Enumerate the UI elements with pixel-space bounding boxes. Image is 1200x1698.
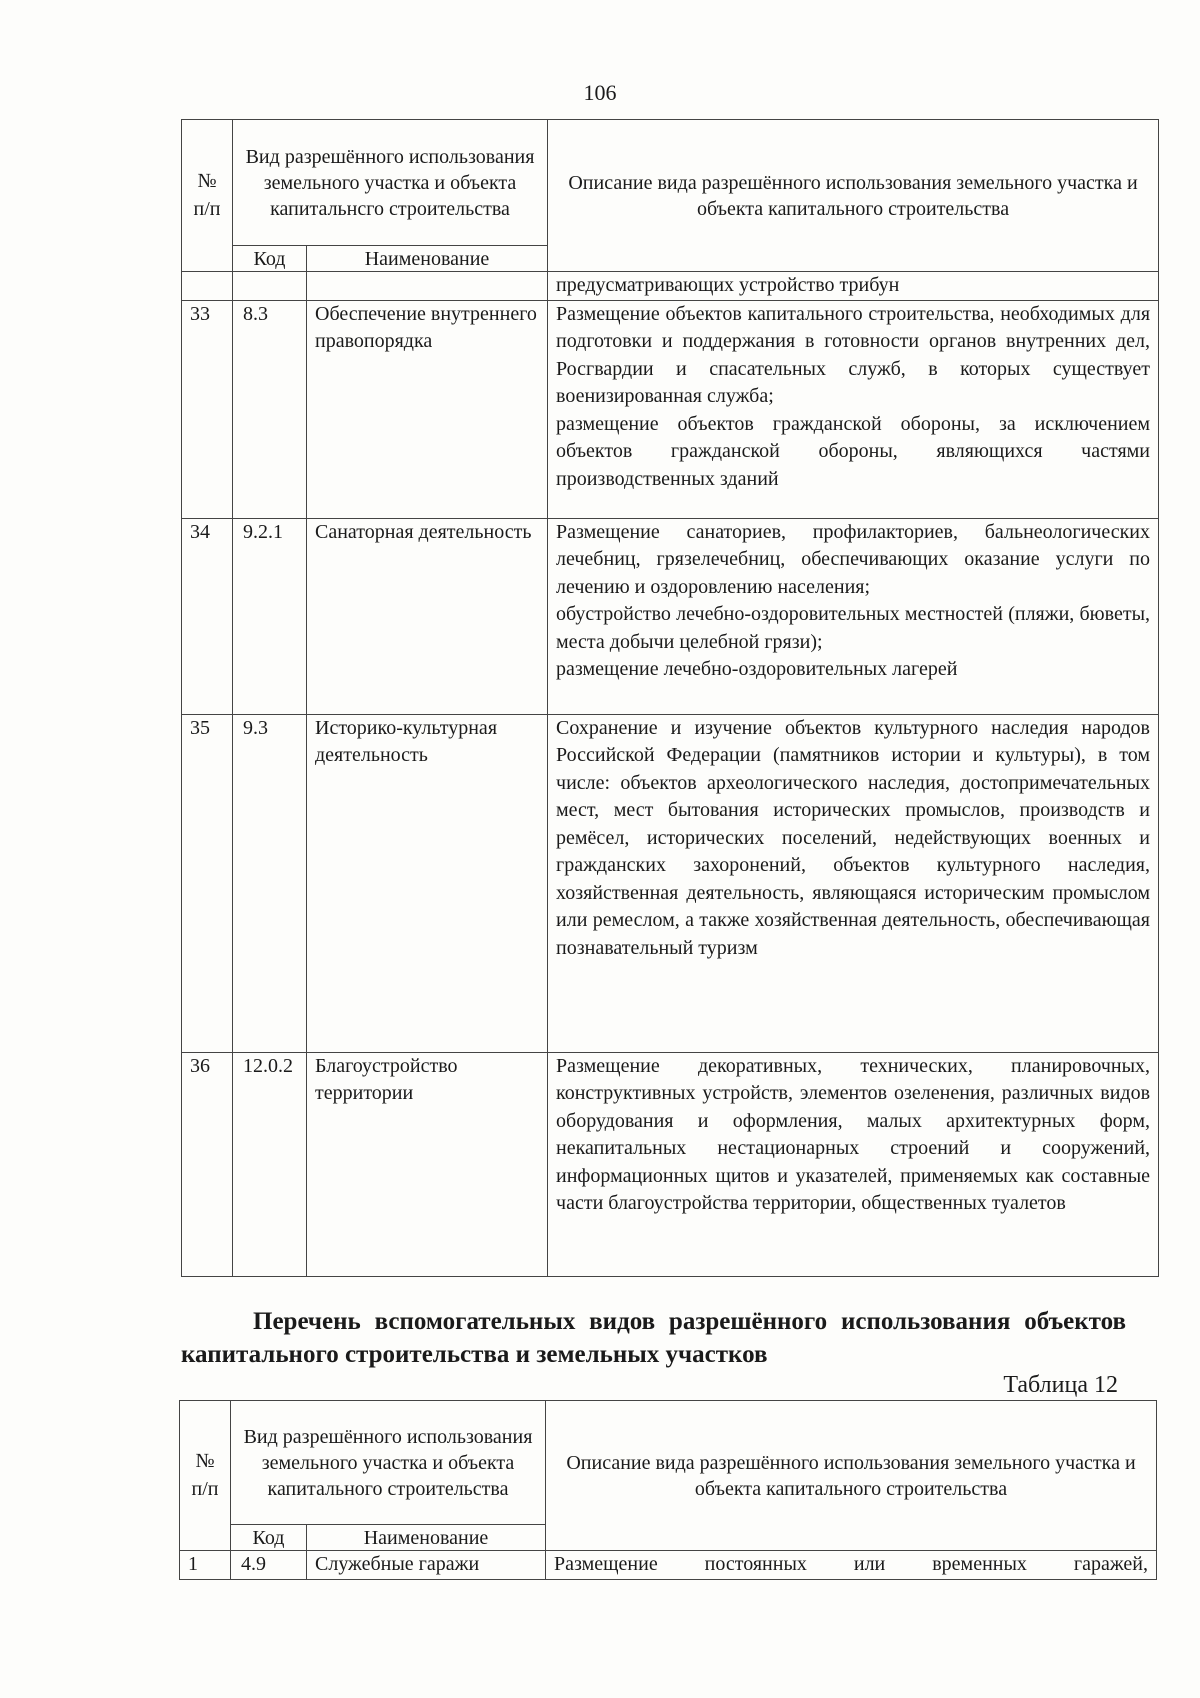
cell-description-continuation: предусматривающих устройство трибун xyxy=(548,272,1159,301)
cell-description xyxy=(548,300,1159,518)
column-header-land-use-type: Вид разрешённого использования земельного участка и объекта капитальнсго строительства xyxy=(233,120,548,246)
cell-description xyxy=(546,1551,1157,1580)
description-paragraph: Сохранение и изучение объектов культурного наследия народов Российской Федерации (памятников истории и культуры), в том числе: объектов археологического наследия, достопримечательных мест, мест бытования исторических промыслов, производств и ремёсел, исторических поселений, недействующих военных и гражданских захоронений, объектов культурного наследия, хозяйственная деятельность, являющаяся историческим промыслом или ремеслом, а также хозяйственная деятельность, обеспечивающая познавательный туризм xyxy=(556,716,1151,959)
cell-number: 34 xyxy=(182,518,233,714)
column-header-description: Описание вида разрешённого использования земельного участка и объекта капитального строительства xyxy=(548,120,1159,272)
table-header-row xyxy=(180,1401,1157,1525)
cell-code: 8.3 xyxy=(233,300,307,518)
table-row xyxy=(182,1052,1159,1276)
column-header-name: Наименование xyxy=(307,246,548,272)
description-paragraph: Размещение декоративных, технических, планировочных, конструктивных устройств, элементов озеленения, различных видов оборудования и оформления, малых архитектурных форм, некапитальных нестационарных строений и сооружений, информационных щитов и указателей, применяемых как составные части благоустройства территории, общественных туалетов xyxy=(556,1054,1151,1214)
cell-code: 9.2.1 xyxy=(233,518,307,714)
cell-number: 35 xyxy=(182,714,233,1052)
cell-name: Историко-культурная деятельность xyxy=(307,714,548,1052)
table-row xyxy=(180,1551,1157,1580)
table-row xyxy=(182,300,1159,518)
cell-number: 1 xyxy=(180,1551,231,1580)
column-header-number: № п/п xyxy=(182,120,233,272)
auxiliary-land-use-table xyxy=(179,1400,1157,1580)
column-header-number: № п/п xyxy=(180,1401,231,1551)
cell-code: 9.3 xyxy=(233,714,307,1052)
cell-name: Служебные гаражи xyxy=(307,1551,546,1580)
table-label: Таблица 12 xyxy=(1003,1372,1118,1398)
table-row xyxy=(182,714,1159,1052)
column-header-land-use-type: Вид разрешённого использования земельного участка и объекта капитального строительства xyxy=(231,1401,546,1525)
table-row-continuation xyxy=(182,272,1159,301)
column-header-description: Описание вида разрешённого использования земельного участка и объекта капитального строительства xyxy=(546,1401,1157,1551)
cell-code: 12.0.2 xyxy=(233,1052,307,1276)
description-paragraph: Размещение объектов капитального строительства, необходимых для подготовки и поддержания в готовности органов внутренних дел, Росгвардии и спасательных служб, в которых существует военизированная служба; xyxy=(556,302,1151,407)
table-header-row xyxy=(182,120,1159,246)
cell-number: 33 xyxy=(182,300,233,518)
description-paragraph: размещение объектов гражданской обороны, за исключением объектов гражданской обороны, являющихся частями производственных зданий xyxy=(556,412,1151,490)
description-paragraph: обустройство лечебно-оздоровительных местностей (пляжи, бюветы, места добычи целебной грязи); xyxy=(556,603,1151,653)
cell-empty xyxy=(233,272,307,301)
table-row xyxy=(182,518,1159,714)
page-number: 106 xyxy=(583,80,617,105)
column-header-code: Код xyxy=(231,1525,307,1551)
cell-description xyxy=(548,1052,1159,1276)
cell-name: Санаторная деятельность xyxy=(307,518,548,714)
section-heading: Перечень вспомогательных видов разрешённого использования объектов капитального строительства и земельных участков xyxy=(181,1308,1126,1368)
cell-empty xyxy=(307,272,548,301)
cell-name: Обеспечение внутреннего правопорядка xyxy=(307,300,548,518)
cell-description xyxy=(548,714,1159,1052)
column-header-name: Наименование xyxy=(307,1525,546,1551)
description-paragraph: Размещение санаториев, профилакториев, бальнеологических лечебниц, грязелечебниц, обеспечивающих оказание услуги по лечению и оздоровлению населения; xyxy=(556,520,1151,598)
column-header-code: Код xyxy=(233,246,307,272)
land-use-table-continued xyxy=(181,119,1159,1277)
cell-name: Благоустройство территории xyxy=(307,1052,548,1276)
cell-number: 36 xyxy=(182,1052,233,1276)
description-paragraph: размещение лечебно-оздоровительных лагерей xyxy=(556,658,958,680)
cell-description xyxy=(548,518,1159,714)
cell-empty xyxy=(182,272,233,301)
cell-code: 4.9 xyxy=(231,1551,307,1580)
description-paragraph: Размещение постоянных или временных гаражей, xyxy=(554,1553,1148,1575)
